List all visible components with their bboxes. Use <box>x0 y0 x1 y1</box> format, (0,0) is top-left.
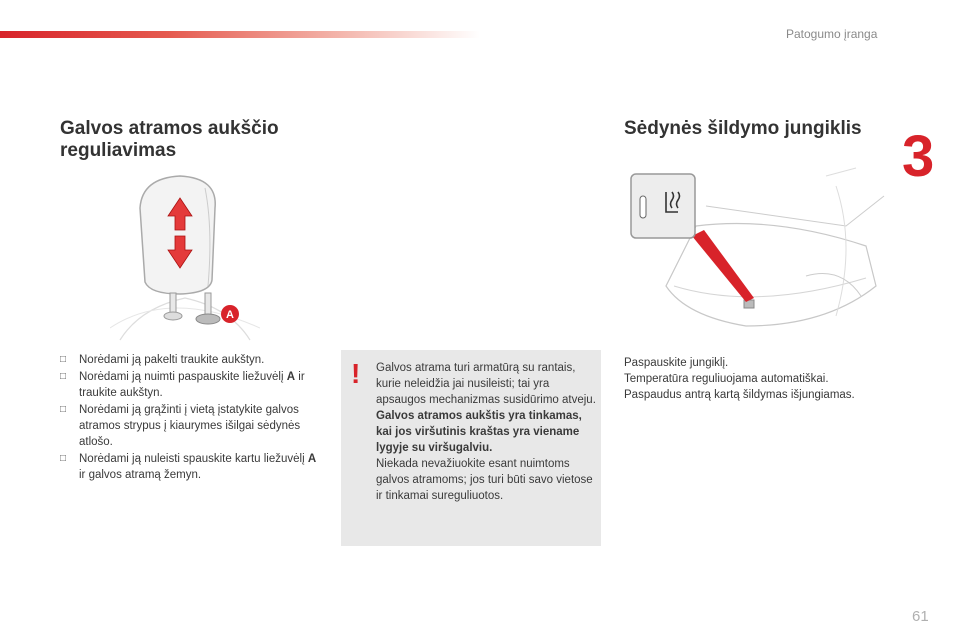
instruction-line: Paspaudus antrą kartą šildymas išjungiamas. <box>624 389 855 401</box>
headrest-steps <box>60 352 322 484</box>
instruction-line: Temperatūra reguliuojama automatiškai. <box>624 373 829 385</box>
step-item: □ Norėdami ją nuimti paspauskite liežuvėlį A ir traukite aukštyn. <box>60 371 305 399</box>
warning-bold-paragraph: Galvos atramos aukštis yra tinkamas, kai jos viršutinis kraštas yra viename lygyje su viršugalviu. <box>376 410 582 454</box>
seat-heating-title: Sėdynės šildymo jungiklis <box>624 118 862 139</box>
headrest-illustration <box>110 168 260 343</box>
bullet-square-icon: □ <box>60 371 67 382</box>
figure-label-a: A <box>226 309 234 321</box>
page-number: 61 <box>912 608 929 625</box>
warning-exclamation-icon: ! <box>351 358 361 389</box>
seat-heating-description <box>624 355 914 403</box>
chapter-number: 3 <box>902 124 935 189</box>
warning-paragraph: Galvos atrama turi armatūrą su rantais, kurie neleidžia jai nusileisti; tai yra apsaugos mechanizmas susidūrimo atveju. <box>376 362 596 406</box>
warning-paragraph: Niekada nevažiuokite esant nuimtoms galvos atramoms; jos turi būti savo vietose ir tinkamai sureguliuotos. <box>376 458 593 502</box>
bullet-square-icon: □ <box>60 404 67 415</box>
step-item: □ Norėdami ją pakelti traukite aukštyn. <box>60 354 265 366</box>
warning-box <box>341 350 601 546</box>
bullet-square-icon: □ <box>60 354 67 365</box>
seat-heater-illustration <box>626 166 886 334</box>
section-header: Patogumo įranga <box>786 27 878 41</box>
step-item: □ Norėdami ją grąžinti į vietą įstatykite galvos atramos strypus į kiaurymes išilgai sėdynės atlošo. <box>60 404 301 448</box>
bullet-square-icon: □ <box>60 453 67 464</box>
headrest-title: Galvos atramos aukščio reguliavimas <box>60 118 279 161</box>
top-accent-bar <box>0 31 480 38</box>
instruction-line: Paspauskite jungiklį. <box>624 357 729 369</box>
step-item: □ Norėdami ją nuleisti spauskite kartu liežuvėlį A ir galvos atramą žemyn. <box>60 453 317 481</box>
